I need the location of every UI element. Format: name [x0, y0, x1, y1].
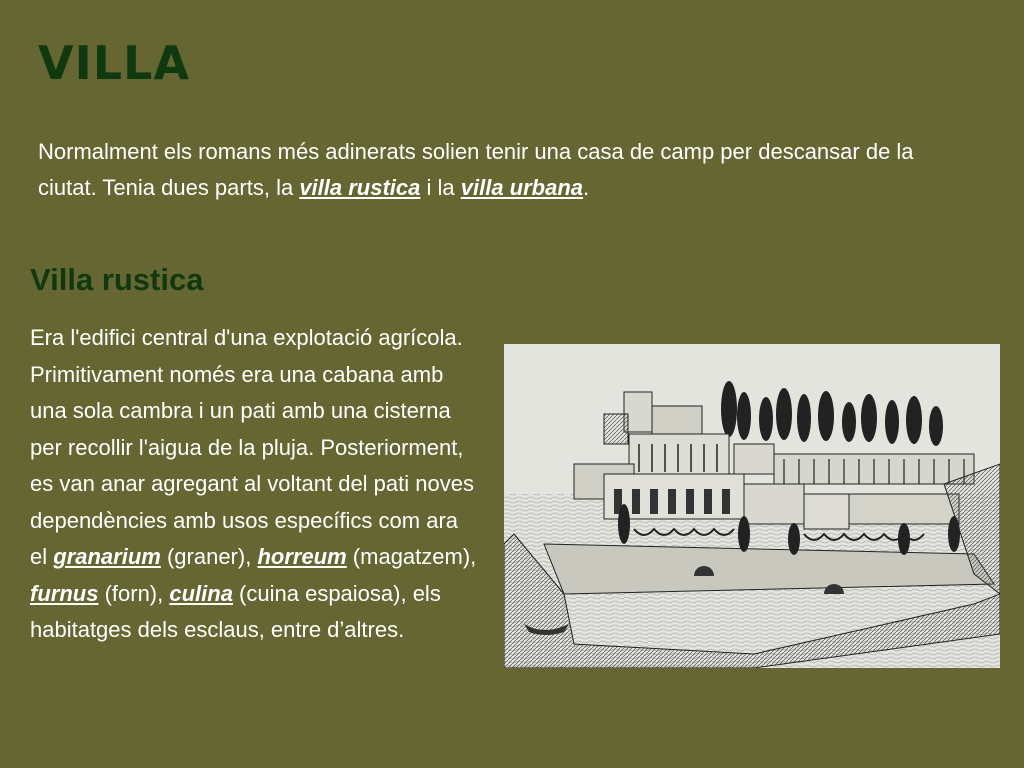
villa-urbana-link[interactable]: villa urbana [460, 175, 584, 200]
villa-engraving-image [504, 344, 1000, 668]
section-text: (cuina espaiosa), els habitatges dels esclaus, entre d’altres. [30, 580, 441, 642]
intro-text: . [583, 175, 590, 200]
section-paragraph [30, 320, 480, 649]
section-text: (forn), [98, 580, 170, 606]
intro-text: Normalment els romans més adinerats solien tenir una casa de camp per descansar de la ciutat. Tenia dues parts, la [38, 139, 914, 200]
horreum-link[interactable]: horreum [257, 544, 347, 569]
section-text: (magatzem), [346, 544, 477, 569]
villa-illustration [504, 344, 1000, 668]
granarium-link[interactable]: granarium [53, 544, 161, 569]
intro-text: i la [420, 175, 461, 200]
furnus-link[interactable]: furnus [30, 580, 99, 606]
slide-title: VILLA [38, 36, 190, 90]
intro-paragraph [38, 134, 938, 206]
section-text: Era l'edifici central d'una explotació agrícola. Primitivament només era una cabana amb una sola cambra i un pati amb una cisterna per recollir l'aigua de la pluja. Posteriorment, es van anar agregant al voltant del pati noves dependències amb usos específics com ara el [30, 325, 474, 569]
section-heading: Villa rustica [30, 262, 204, 297]
villa-rustica-link[interactable]: villa rustica [299, 175, 421, 200]
culina-link[interactable]: culina [169, 580, 233, 606]
section-text: (graner), [160, 544, 258, 569]
